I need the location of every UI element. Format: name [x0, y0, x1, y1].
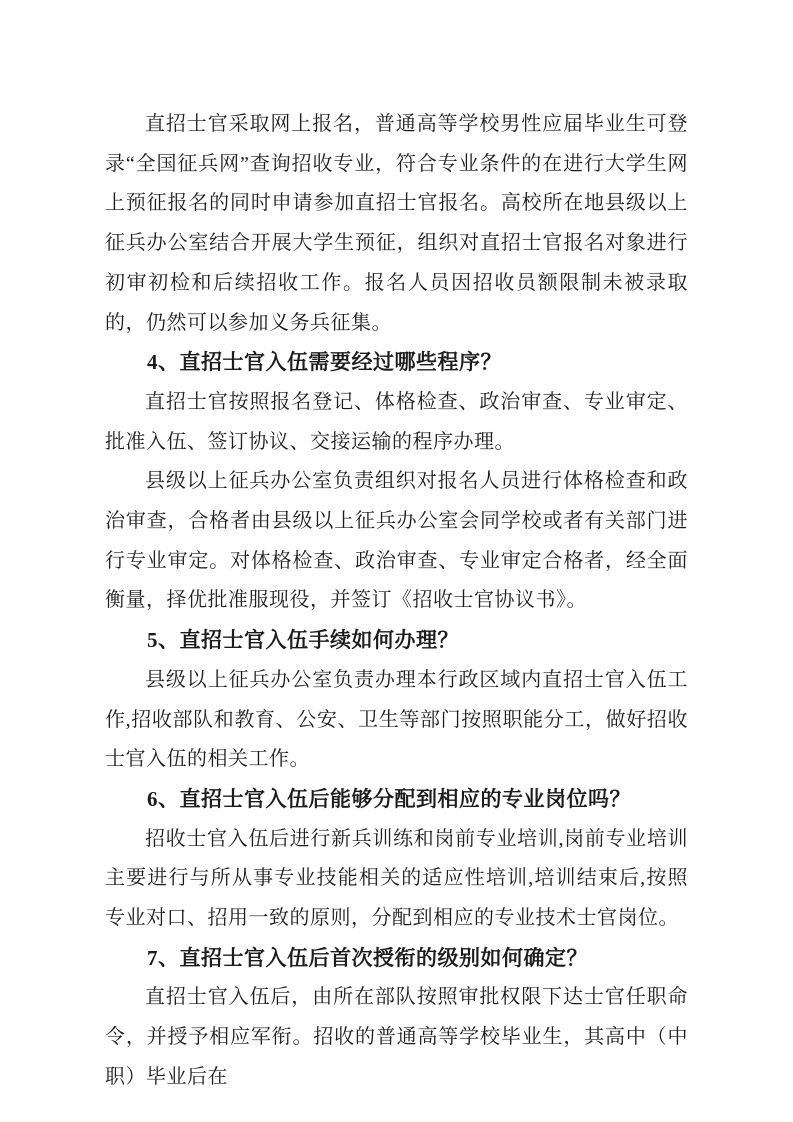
body-paragraph: 直招士官按照报名登记、体格检查、政治审查、专业审定、批准入伍、签订协议、交接运输的程序办理。 — [105, 390, 688, 453]
body-paragraph: 直招士官入伍后，由所在部队按照审批权限下达士官任职命令，并授予相应军衔。招收的普通高等学校毕业生，其高中（中职）毕业后在 — [105, 986, 688, 1088]
section-heading: 4、直招士官入伍需要经过哪些程序？ — [147, 350, 502, 375]
body-paragraph: 招收士官入伍后进行新兵训练和岗前专业培训,岗前专业培训主要进行与所从事专业技能相关的适应性培训,培训结束后,按照专业对口、招用一致的原则，分配到相应的专业技术士官岗位。 — [105, 827, 688, 930]
section-heading: 6、直招士官入伍后能够分配到相应的专业岗位吗？ — [147, 786, 631, 811]
body-paragraph: 直招士官采取网上报名，普通高等学校男性应届毕业生可登录“全国征兵网”查询招收专业，符合专业条件的在进行大学生网上预征报名的同时申请参加直招士官报名。高校所在地县级以上征兵办公室结合开展大学生预征，组织对直招士官报名对象进行初审初检和后续招收工作。报名人员因招收员额限制未被录取的，仍然可以参加义务兵征集。 — [105, 113, 688, 334]
section-heading: 7、直招士官入伍后首次授衔的级别如何确定？ — [147, 945, 588, 970]
document-content — [105, 0, 688, 1098]
section-heading: 5、直招士官入伍手续如何办理？ — [147, 628, 459, 653]
body-paragraph: 县级以上征兵办公室负责办理本行政区域内直招士官入伍工作,招收部队和教育、公安、卫生等部门按照职能分工，做好招收士官入伍的相关工作。 — [105, 668, 688, 771]
body-paragraph: 县级以上征兵办公室负责组织对报名人员进行体格检查和政治审查，合格者由县级以上征兵办公室会同学校或者有关部门进行专业审定。对体格检查、政治审查、专业审定合格者，经全面衡量，择优批准服现役，并签订《招收士官协议书》。 — [105, 470, 688, 612]
